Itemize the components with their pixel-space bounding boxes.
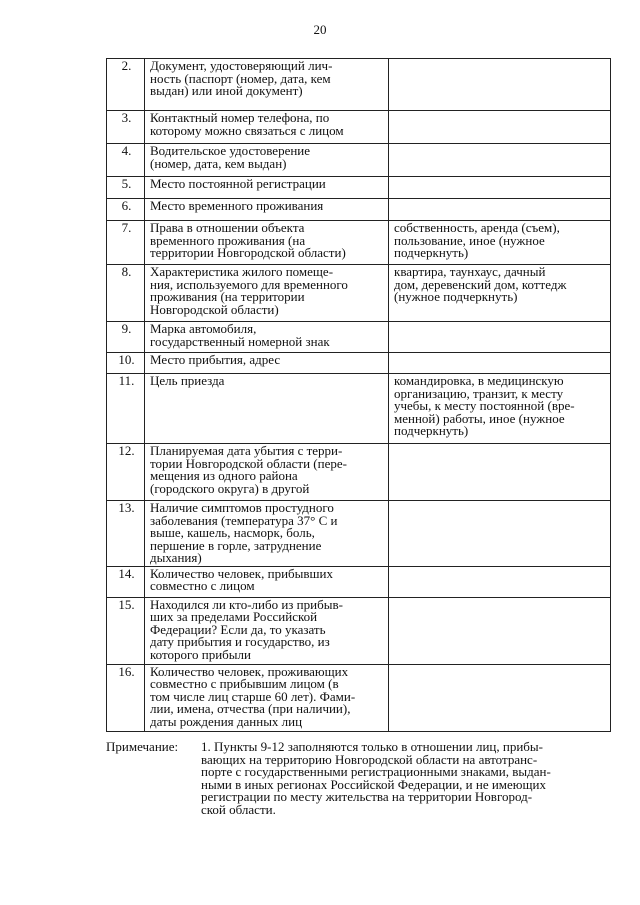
- row-label: Количество человек, проживающих совместно с прибывшим лицом (в том числе лиц старше 60 лет). Фами- лии, имена, отчества (при наличии), даты рождения данных лиц: [145, 664, 389, 731]
- table-row: [107, 566, 611, 597]
- row-value[interactable]: [389, 664, 611, 731]
- row-number: 12.: [107, 444, 145, 501]
- row-label: Планируемая дата убытия с терри- тории Новгородской области (пере- мещения из одного района (городского округа) в другой: [145, 444, 389, 501]
- table-row: [107, 374, 611, 444]
- row-value[interactable]: [389, 597, 611, 664]
- row-number: 7.: [107, 221, 145, 265]
- row-value[interactable]: [389, 177, 611, 199]
- row-number: 4.: [107, 144, 145, 177]
- row-number: 11.: [107, 374, 145, 444]
- row-number: 16.: [107, 664, 145, 731]
- row-label: Марка автомобиля, государственный номерной знак: [145, 322, 389, 353]
- row-value[interactable]: [389, 444, 611, 501]
- table-row: [107, 664, 611, 731]
- row-label: Находился ли кто-либо из прибыв- ших за пределами Российской Федерации? Если да, то указать дату прибытия и государство, из которого прибыли: [145, 597, 389, 664]
- row-label: Цель приезда: [145, 374, 389, 444]
- row-label: Место прибытия, адрес: [145, 353, 389, 374]
- form-table: [106, 58, 611, 732]
- table-row: [107, 177, 611, 199]
- row-value[interactable]: [389, 199, 611, 221]
- table-row: [107, 221, 611, 265]
- page-number: 20: [313, 22, 327, 37]
- row-label: Характеристика жилого помеще- ния, используемого для временного проживания (на территории Новгородской области): [145, 265, 389, 322]
- note-label: Примечание:: [106, 739, 179, 754]
- note-text: 1. Пункты 9-12 заполняются только в отношении лиц, прибы- вающих на территорию Новгородской области на автотранс- порте с государственными регистрационными знаками, выдан- ными в иных регионах Российской Федерации, и не имеющих регистрации по месту жительства на территории Новгород- ской области.: [201, 739, 551, 817]
- table-row: [107, 111, 611, 144]
- table-row: [107, 501, 611, 567]
- row-number: 6.: [107, 199, 145, 221]
- table-row: [107, 199, 611, 221]
- table-row: [107, 444, 611, 501]
- row-number: 3.: [107, 111, 145, 144]
- row-number: 8.: [107, 265, 145, 322]
- row-value[interactable]: [389, 566, 611, 597]
- row-number: 5.: [107, 177, 145, 199]
- row-value[interactable]: командировка, в медицинскую организацию, транзит, к месту учебы, к месту постоянной (вре- менной) работы, иное (нужное подчеркнуть): [389, 374, 611, 444]
- row-label: Количество человек, прибывших совместно с лицом: [145, 566, 389, 597]
- table-row: [107, 597, 611, 664]
- row-value[interactable]: [389, 59, 611, 111]
- row-label: Место временного проживания: [145, 199, 389, 221]
- table-row: [107, 353, 611, 374]
- row-value[interactable]: [389, 322, 611, 353]
- row-value[interactable]: [389, 501, 611, 567]
- row-value[interactable]: квартира, таунхаус, дачный дом, деревенский дом, коттедж (нужное подчеркнуть): [389, 265, 611, 322]
- row-label: Наличие симптомов простудного заболевания (температура 37° С и выше, кашель, насморк, боль, першение в горле, затруднение дыхания): [145, 501, 389, 567]
- row-number: 14.: [107, 566, 145, 597]
- table-row: [107, 59, 611, 111]
- row-label: Права в отношении объекта временного проживания (на территории Новгородской области): [145, 221, 389, 265]
- row-number: 13.: [107, 501, 145, 567]
- row-number: 9.: [107, 322, 145, 353]
- row-value[interactable]: [389, 111, 611, 144]
- table-row: [107, 322, 611, 353]
- table-row: [107, 144, 611, 177]
- row-number: 15.: [107, 597, 145, 664]
- row-value[interactable]: [389, 144, 611, 177]
- row-label: Место постоянной регистрации: [145, 177, 389, 199]
- row-label: Водительское удостоверение (номер, дата, кем выдан): [145, 144, 389, 177]
- row-label: Контактный номер телефона, по которому можно связаться с лицом: [145, 111, 389, 144]
- row-value[interactable]: собственность, аренда (съем), пользование, иное (нужное подчеркнуть): [389, 221, 611, 265]
- table-row: [107, 265, 611, 322]
- row-label: Документ, удостоверяющий лич- ность (паспорт (номер, дата, кем выдан) или иной документ): [145, 59, 389, 111]
- row-value[interactable]: [389, 353, 611, 374]
- row-number: 10.: [107, 353, 145, 374]
- row-number: 2.: [107, 59, 145, 111]
